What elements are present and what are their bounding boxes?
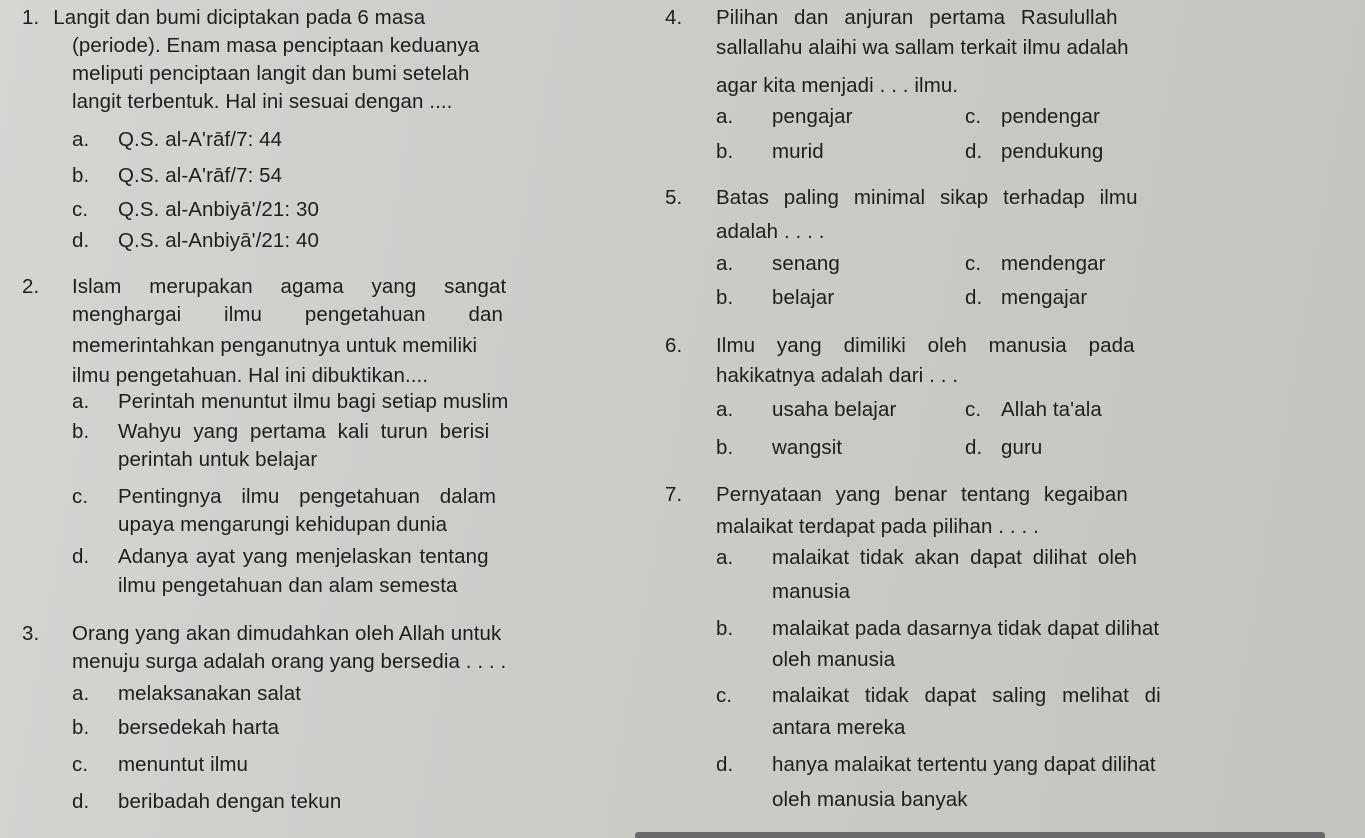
option-letter: b. xyxy=(716,140,734,163)
option-letter: c. xyxy=(965,252,982,275)
option-letter: c. xyxy=(965,398,982,421)
question-1-line-1 xyxy=(22,6,617,30)
option-letter: a. xyxy=(716,398,734,421)
option-letter: b. xyxy=(72,716,90,739)
option-letter: d. xyxy=(72,790,90,813)
question-2-line-2: menghargai ilmu pengetahuan dan xyxy=(72,303,503,326)
answer-option[interactable] xyxy=(965,436,1042,460)
option-letter: d. xyxy=(716,753,734,776)
option-letter: d. xyxy=(965,436,983,459)
question-4-line-2: sallallahu alaihi wa sallam terkait ilmu adalah xyxy=(716,36,1129,59)
option-letter: d. xyxy=(72,229,90,252)
option-letter: c. xyxy=(72,485,89,508)
option-letter: a. xyxy=(72,682,90,705)
answer-option[interactable] xyxy=(72,790,341,814)
option-text: pendukung xyxy=(1001,140,1104,163)
answer-option[interactable] xyxy=(716,617,1159,641)
option-text: pengajar xyxy=(772,105,853,128)
question-1-line-4: langit terbentuk. Hal ini sesuai dengan .... xyxy=(72,90,453,113)
option-text-continued: perintah untuk belajar xyxy=(118,448,318,471)
question-5-line-2: adalah . . . . xyxy=(716,220,825,243)
option-text: menuntut ilmu xyxy=(118,753,249,776)
question-4-line-1: Pilihan dan anjuran pertama Rasulullah xyxy=(716,6,1118,29)
question-2-line-3: memerintahkan penganutnya untuk memiliki xyxy=(72,334,478,357)
option-text-continued: oleh manusia xyxy=(772,648,896,671)
answer-option[interactable] xyxy=(965,398,1102,422)
option-letter: d. xyxy=(965,140,983,163)
option-text: melaksanakan salat xyxy=(118,682,301,705)
answer-option[interactable] xyxy=(72,545,489,569)
option-text: Perintah menuntut ilmu bagi setiap muslim xyxy=(118,390,509,413)
answer-option[interactable] xyxy=(72,128,282,152)
answer-option[interactable] xyxy=(716,436,842,460)
option-letter: a. xyxy=(72,128,90,151)
answer-option[interactable] xyxy=(716,546,1137,570)
answer-option[interactable] xyxy=(716,140,824,164)
question-text: Langit dan bumi diciptakan pada 6 masa xyxy=(53,6,426,29)
option-letter: c. xyxy=(716,684,733,707)
option-text: murid xyxy=(772,140,824,163)
question-2-line-4: ilmu pengetahuan. Hal ini dibuktikan.... xyxy=(72,364,429,387)
answer-option[interactable] xyxy=(72,753,248,777)
answer-option[interactable] xyxy=(72,198,319,222)
question-2-line-1: Islam merupakan agama yang sangat xyxy=(72,275,507,298)
option-text-continued: manusia xyxy=(772,580,851,603)
option-text: Wahyu yang pertama kali turun berisi xyxy=(118,420,490,443)
question-3-line-1: Orang yang akan dimudahkan oleh Allah untuk xyxy=(72,622,502,645)
option-letter: a. xyxy=(716,546,734,569)
question-7-line-1: Pernyataan yang benar tentang kegaiban xyxy=(716,483,1128,506)
option-text: Adanya ayat yang menjelaskan tentang xyxy=(118,545,489,568)
option-text: usaha belajar xyxy=(772,398,897,421)
option-text: wangsit xyxy=(772,436,843,459)
page-edge-shadow xyxy=(635,832,1325,838)
question-6-line-2: hakikatnya adalah dari . . . xyxy=(716,364,959,387)
answer-option[interactable] xyxy=(965,286,1087,310)
option-text-continued: upaya mengarungi kehidupan dunia xyxy=(118,513,448,536)
option-letter: b. xyxy=(716,617,734,640)
option-letter: b. xyxy=(72,420,90,443)
answer-option[interactable] xyxy=(716,684,1161,708)
option-letter: b. xyxy=(716,286,734,309)
answer-option[interactable] xyxy=(716,398,896,422)
question-1-line-2: (periode). Enam masa penciptaan keduanya xyxy=(72,34,480,57)
answer-option[interactable] xyxy=(716,252,840,276)
question-5-line-1: Batas paling minimal sikap terhadap ilmu xyxy=(716,186,1138,209)
question-6-line-1: Ilmu yang dimiliki oleh manusia pada xyxy=(716,334,1135,357)
question-number: 5. xyxy=(665,186,683,209)
option-text-continued: oleh manusia banyak xyxy=(772,788,968,811)
option-text: Q.S. al-A'rāf/7: 54 xyxy=(118,164,283,187)
option-letter: a. xyxy=(716,252,734,275)
option-text-continued: antara mereka xyxy=(772,716,906,739)
question-7-line-2: malaikat terdapat pada pilihan . . . . xyxy=(716,515,1039,538)
option-letter: a. xyxy=(72,390,90,413)
answer-option[interactable] xyxy=(716,753,1156,777)
question-4-line-3: agar kita menjadi . . . ilmu. xyxy=(716,74,959,97)
answer-option[interactable] xyxy=(72,229,319,253)
option-text: beribadah dengan tekun xyxy=(118,790,342,813)
option-text: belajar xyxy=(772,286,835,309)
option-text: malaikat tidak dapat saling melihat di xyxy=(772,684,1161,707)
option-letter: d. xyxy=(72,545,90,568)
question-number: 1. xyxy=(22,6,40,29)
option-text-continued: ilmu pengetahuan dan alam semesta xyxy=(118,574,458,597)
option-letter: a. xyxy=(716,105,734,128)
option-text: hanya malaikat tertentu yang dapat dilihat xyxy=(772,753,1156,776)
answer-option[interactable] xyxy=(716,105,853,129)
question-3-line-2: menuju surga adalah orang yang bersedia . . . . xyxy=(72,650,507,673)
answer-option[interactable] xyxy=(72,420,489,444)
answer-option[interactable] xyxy=(965,140,1103,164)
question-number: 7. xyxy=(665,483,683,506)
answer-option[interactable] xyxy=(72,682,301,706)
option-text: bersedekah harta xyxy=(118,716,280,739)
option-text: Q.S. al-A'rāf/7: 44 xyxy=(118,128,283,151)
option-text: mendengar xyxy=(1001,252,1106,275)
option-letter: c. xyxy=(965,105,982,128)
answer-option[interactable] xyxy=(72,390,508,414)
option-text: mengajar xyxy=(1001,286,1088,309)
question-number: 6. xyxy=(665,334,683,357)
option-text: Q.S. al-Anbiyā'/21: 40 xyxy=(118,229,319,252)
option-text: Allah ta'ala xyxy=(1001,398,1102,421)
option-letter: c. xyxy=(72,753,89,776)
question-number: 3. xyxy=(22,622,40,645)
question-number: 4. xyxy=(665,6,683,29)
answer-option[interactable] xyxy=(72,485,496,509)
option-text: Pentingnya ilmu pengetahuan dalam xyxy=(118,485,497,508)
answer-option[interactable] xyxy=(72,716,279,740)
option-letter: c. xyxy=(72,198,89,221)
option-text: pendengar xyxy=(1001,105,1100,128)
option-text: malaikat tidak akan dapat dilihat oleh xyxy=(772,546,1137,569)
question-number: 2. xyxy=(22,275,40,298)
question-1-line-3: meliputi penciptaan langit dan bumi setelah xyxy=(72,62,470,85)
option-text: malaikat pada dasarnya tidak dapat dilihat xyxy=(772,617,1160,640)
answer-option[interactable] xyxy=(965,252,1106,276)
option-letter: b. xyxy=(72,164,90,187)
answer-option[interactable] xyxy=(965,105,1100,129)
answer-option[interactable] xyxy=(716,286,834,310)
option-letter: b. xyxy=(716,436,734,459)
option-text: Q.S. al-Anbiyā'/21: 30 xyxy=(118,198,319,221)
option-text: guru xyxy=(1001,436,1043,459)
option-letter: d. xyxy=(965,286,983,309)
answer-option[interactable] xyxy=(72,164,282,188)
option-text: senang xyxy=(772,252,840,275)
